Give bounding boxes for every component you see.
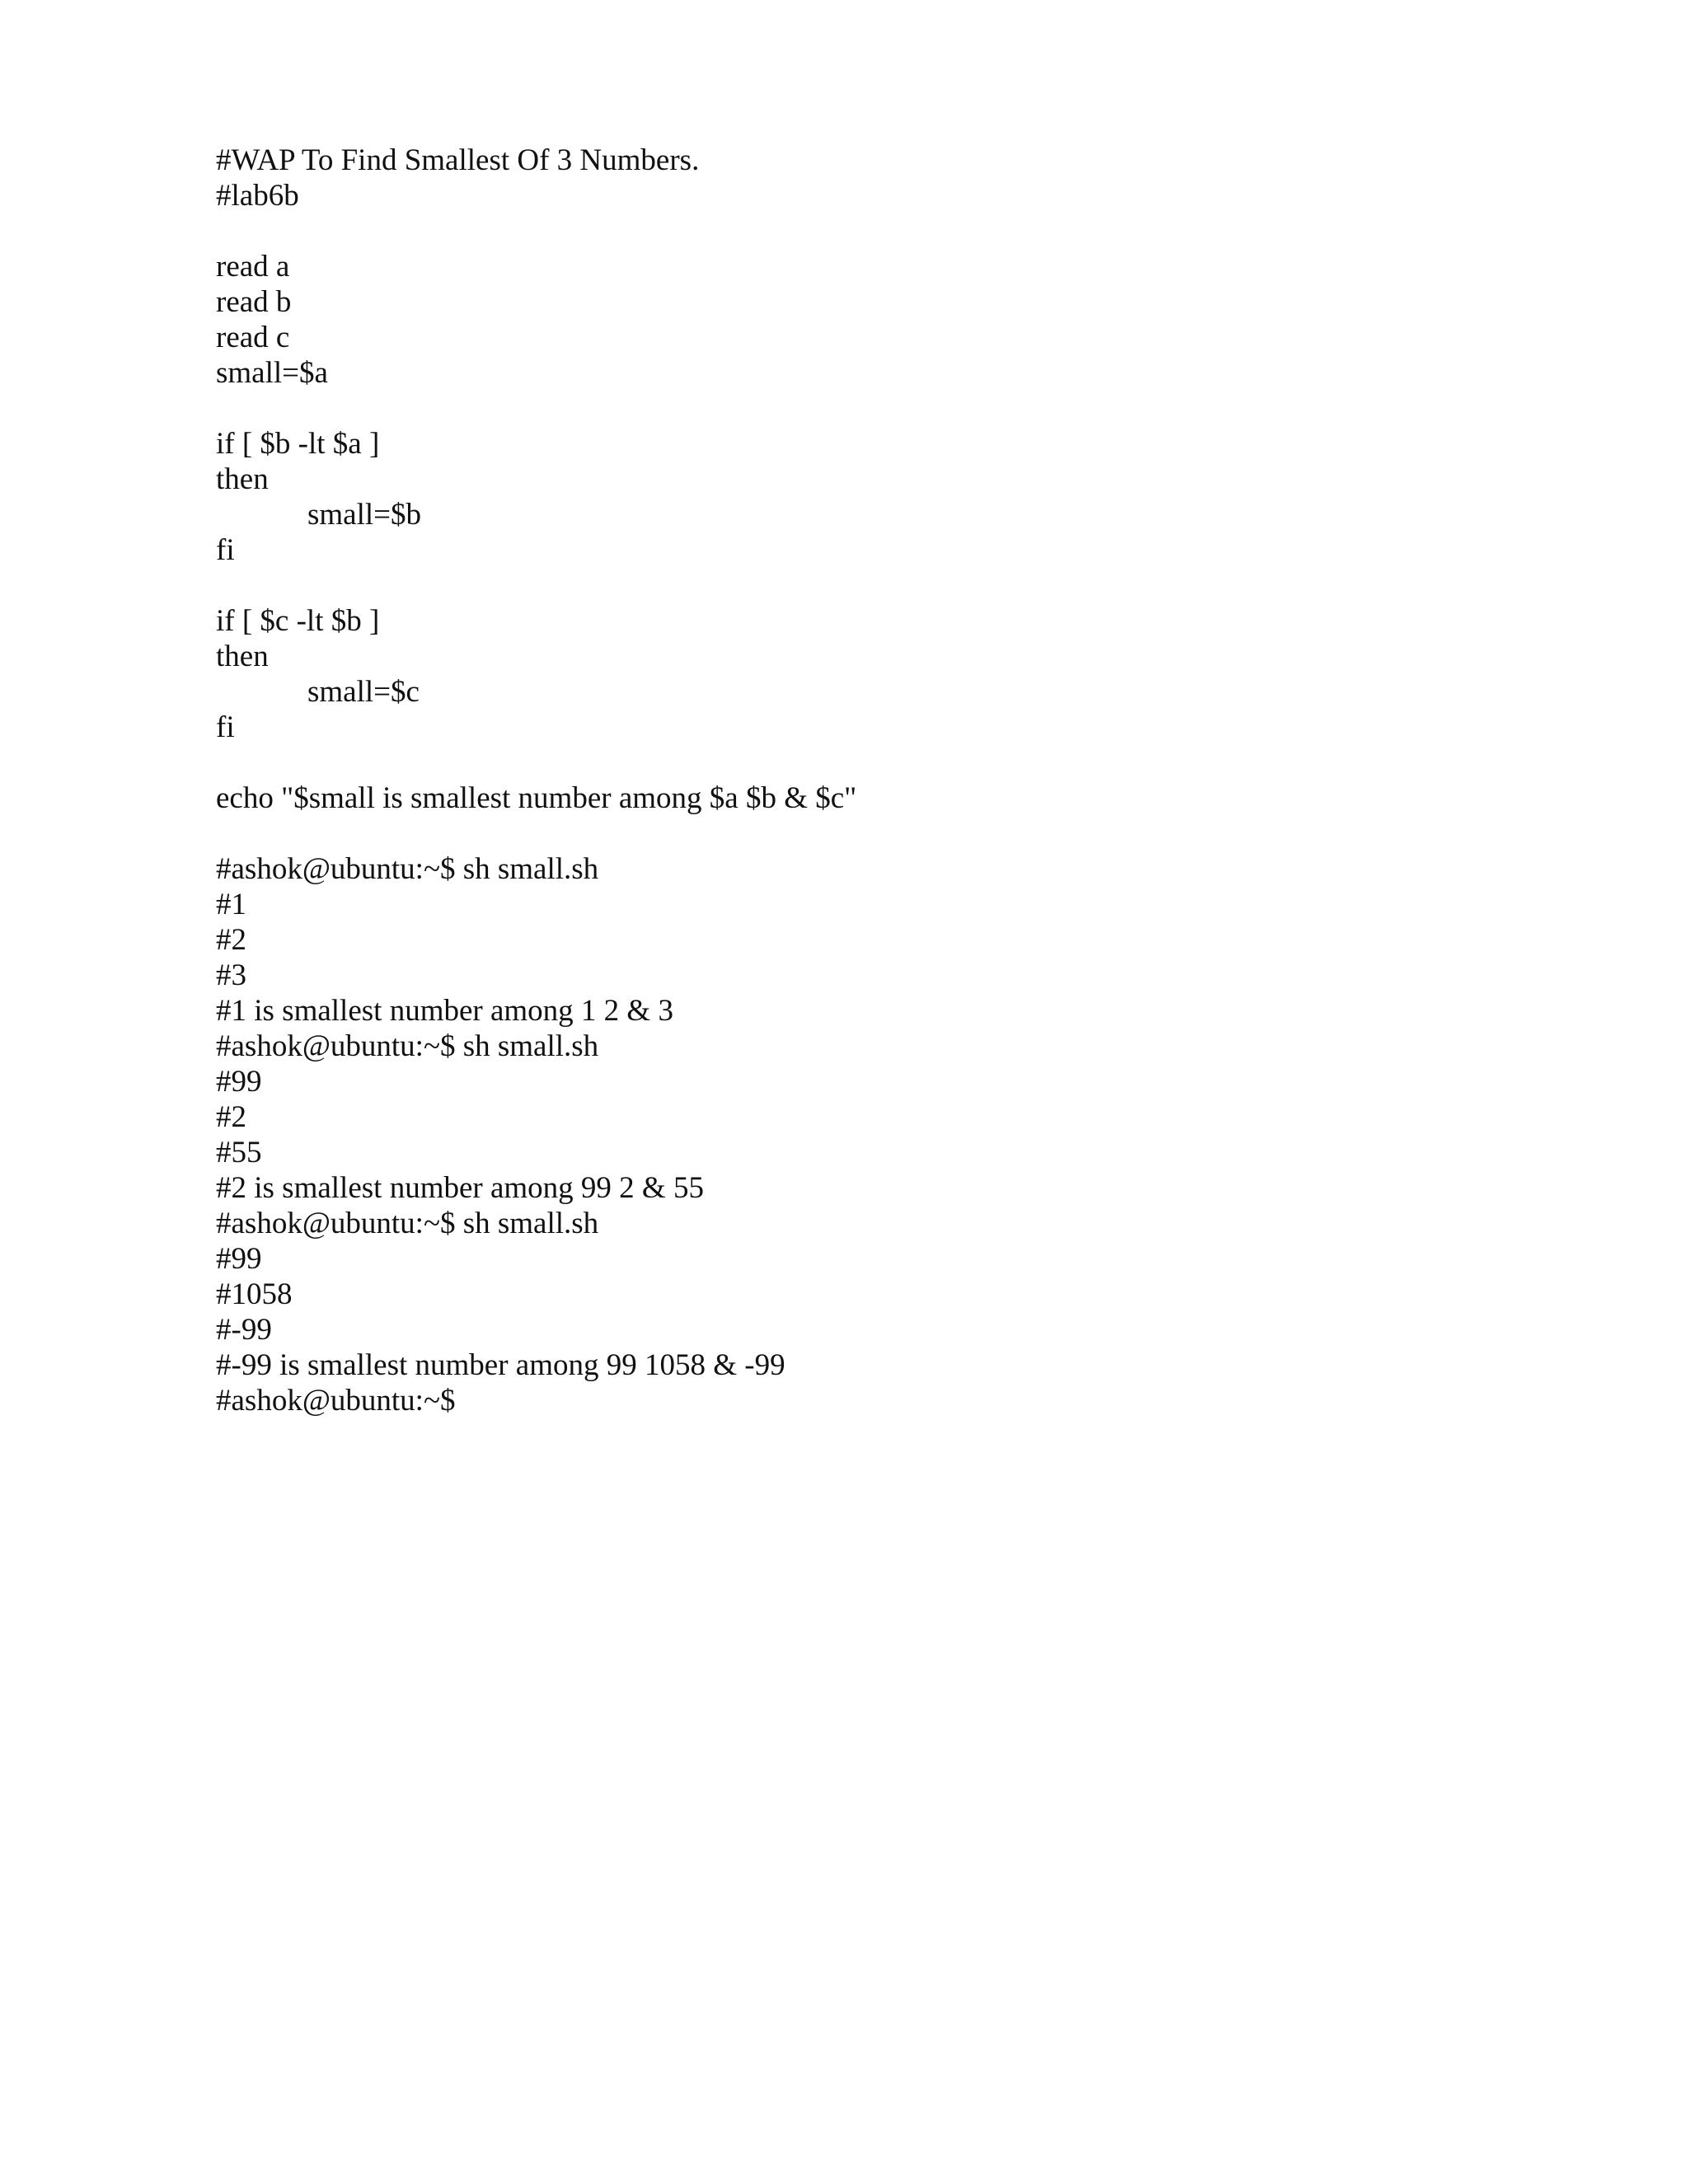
blank-line — [216, 568, 856, 603]
blank-line — [216, 816, 856, 851]
code-line: then — [216, 640, 269, 673]
output-line: #3 — [216, 958, 246, 992]
output-line: #1 is smallest number among 1 2 & 3 — [216, 994, 673, 1028]
comment-title: #WAP To Find Smallest Of 3 Numbers. — [216, 143, 700, 177]
output-line: #ashok@ubuntu:~$ — [216, 1384, 456, 1418]
comment-lab-id: #lab6b — [216, 179, 299, 213]
output-line: #2 — [216, 1100, 246, 1134]
output-line: #ashok@ubuntu:~$ sh small.sh — [216, 852, 599, 886]
output-line: #2 — [216, 923, 246, 957]
output-line: #-99 is smallest number among 99 1058 & -99 — [216, 1348, 785, 1382]
output-line: #-99 — [216, 1313, 272, 1347]
code-line-indented: small=$c — [307, 675, 420, 709]
output-line: #1058 — [216, 1277, 293, 1311]
output-line: #1 — [216, 888, 246, 921]
output-line: #2 is smallest number among 99 2 & 55 — [216, 1171, 704, 1205]
code-line: echo "$small is smallest number among $a $b & $c" — [216, 781, 857, 815]
code-line-indented: small=$b — [307, 498, 422, 532]
code-line: if [ $c -lt $b ] — [216, 604, 380, 638]
code-line: read b — [216, 285, 292, 319]
code-line: fi — [216, 710, 235, 744]
blank-line — [216, 391, 856, 426]
code-line: fi — [216, 533, 235, 567]
code-line: read a — [216, 250, 290, 284]
script-listing — [216, 143, 856, 1418]
output-line: #99 — [216, 1065, 262, 1099]
code-line: small=$a — [216, 356, 328, 390]
output-line: #ashok@ubuntu:~$ sh small.sh — [216, 1207, 599, 1240]
output-line: #99 — [216, 1242, 262, 1276]
code-line: if [ $b -lt $a ] — [216, 427, 380, 461]
output-line: #ashok@ubuntu:~$ sh small.sh — [216, 1029, 599, 1063]
blank-line — [216, 745, 856, 780]
blank-line — [216, 213, 856, 249]
code-line: read c — [216, 321, 290, 354]
output-line: #55 — [216, 1136, 262, 1169]
code-line: then — [216, 462, 269, 496]
